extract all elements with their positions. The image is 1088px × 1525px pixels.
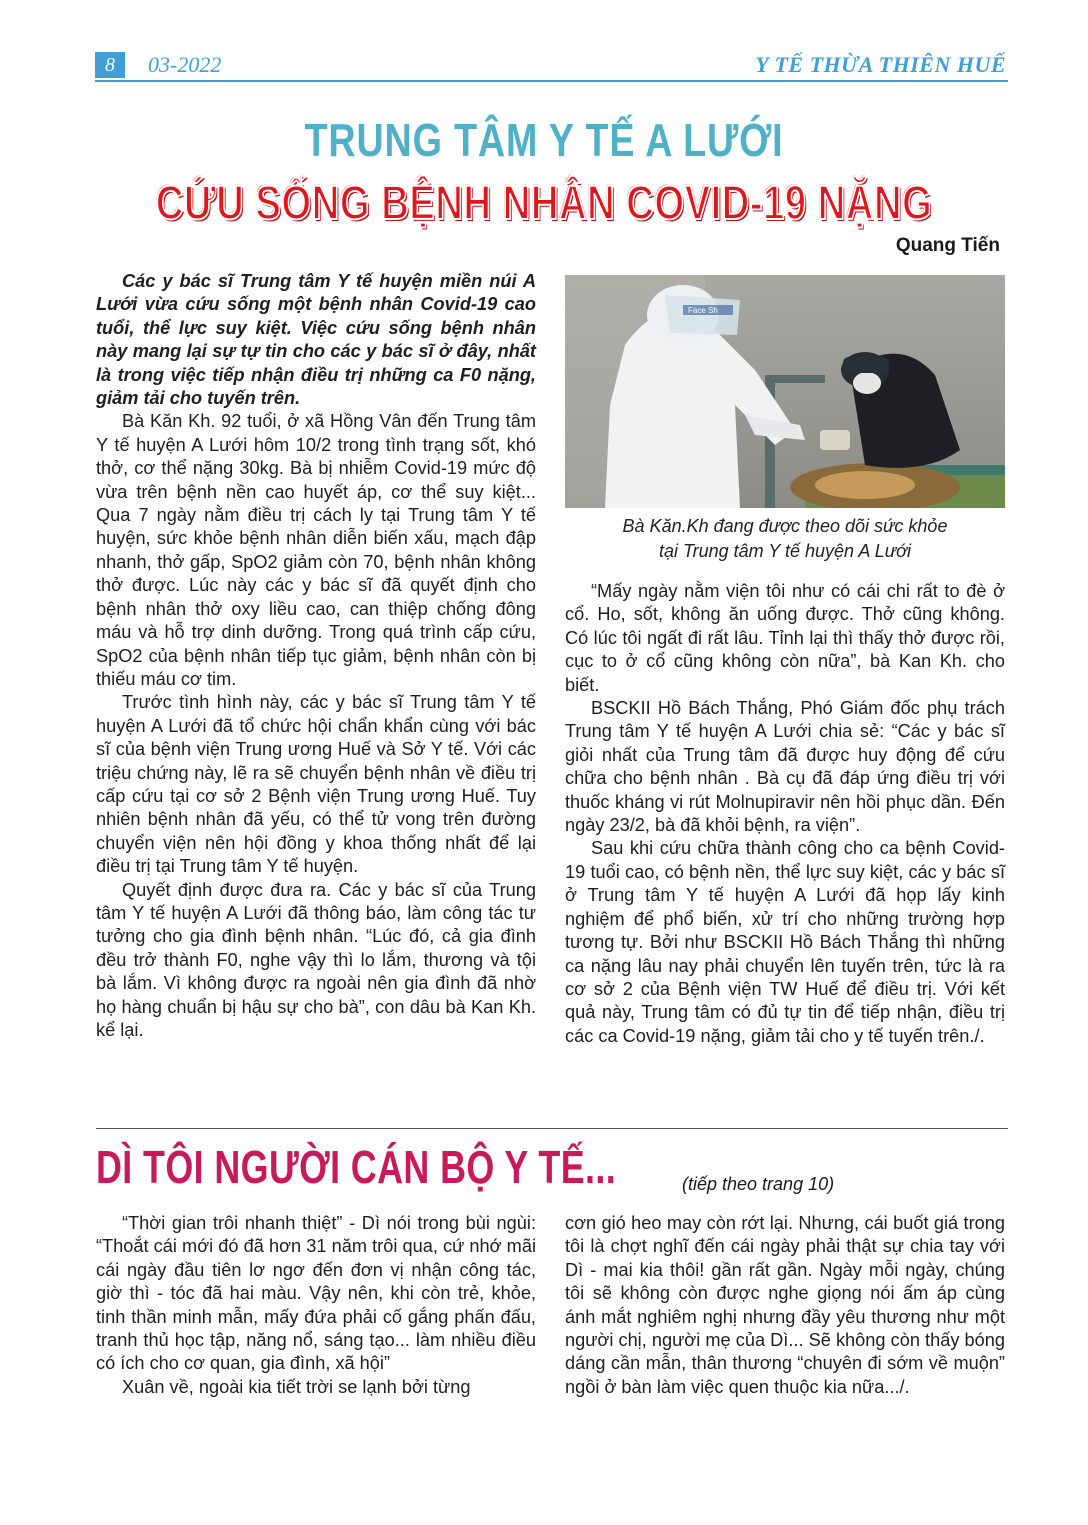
article-paragraph: Sau khi cứu chữa thành công cho ca bệnh Covid-19 tuổi cao, có bệnh nền, thể lực suy kiệt, các y bác sĩ ở Trung tâm Y tế huyện A Lưới đã họp lấy kinh nghiệm để phổ biến, xử trí cho những trường hợp tương tự. Bởi như BSCKII Hồ Bách Thắng thì những ca nặng lâu nay phải chuyển lên tuyến trên, tức là ra cơ sở 2 của Bệnh viện TW Huế để điều trị. Với kết quả này, Trung tâm có đủ tự tin để tiếp nhận, điều trị các ca Covid-19 nặng, giảm tải cho y tế tuyến trên./. — [565, 838, 1005, 1046]
article-paragraph: cơn gió heo may còn rớt lại. Nhưng, cái buốt giá trong tôi là chợt nghĩ đến cái ngày phải thật sự chia tay với Dì - mai kia thôi! gần rất gần. Ngày mỗi ngày, chúng tôi sẽ không còn được nghe giọng nói ấm áp cùng ánh mắt nghiêm nghị nhưng đầy yêu thương như một người chị, người mẹ của Dì... Sẽ không còn thấy bóng dáng cần mẫn, thân thương “chuyên đi sớm về muộn” ngồi ở bàn làm việc quen thuộc kia nữa.../. — [565, 1213, 1005, 1397]
article2-left-column — [96, 1212, 536, 1399]
publication-name: Y TẾ THỪA THIÊN HUẾ — [755, 52, 1006, 77]
article-left-column — [96, 270, 536, 1042]
article2-title: DÌ TÔI NGƯỜI CÁN BỘ Y TẾ... — [96, 1141, 617, 1193]
photo-caption-line1: Bà Kăn.Kh đang được theo dõi sức khỏe — [622, 516, 948, 536]
article-photo — [565, 275, 1005, 508]
article-right-column — [565, 580, 1005, 1048]
article-title-line1: TRUNG TÂM Y TẾ A LƯỚI — [304, 114, 784, 166]
article-author: Quang Tiến — [895, 235, 1000, 256]
article-paragraph: Xuân về, ngoài kia tiết trời se lạnh bởi từng — [122, 1376, 471, 1397]
photo-caption — [565, 514, 1005, 564]
photo-caption-line2: tại Trung tâm Y tế huyện A Lưới — [658, 541, 912, 561]
article-paragraph: BSCKII Hồ Bách Thắng, Phó Giám đốc phụ trách Trung tâm Y tế huyện A Lưới chia sẻ: “Các y bác sĩ giỏi nhất của Trung tâm đã được huy động để cứu chữa cho bệnh nhân . Bà cụ đã đáp ứng điều trị với thuốc kháng vi rút Molnupiravir nên hồi phục dần. Đến ngày 23/2, bà đã khỏi bệnh, ra viện”. — [565, 698, 1005, 836]
article-paragraph: Trước tình hình này, các y bác sĩ Trung tâm Y tế huyện A Lưới đã tổ chức hội chẩn khẩn cùng với bác sĩ của bệnh viện Trung ương Huế và Sở Y tế. Với các triệu chứng này, lẽ ra sẽ chuyển bệnh nhân về điều trị cấp cứu tại cơ sở 2 Bệnh viện Trung ương Huế. Tuy nhiên bệnh nhân đã yếu, có thể tử vong trên đường chuyển viện nên hội đồng y khoa thống nhất để lại điều trị tại Trung tâm Y tế huyện. — [96, 692, 536, 877]
article-title-line2: CỨU SỐNG BỆNH NHÂN COVID-19 NẶNG — [155, 177, 933, 230]
article-paragraph: Bà Kăn Kh. 92 tuổi, ở xã Hồng Vân đến Trung tâm Y tế huyện A Lưới hôm 10/2 trong tình trạng sốt, khó thở, cơ thể nặng 30kg. Bà bị nhiễm Covid-19 mức độ vừa trên bệnh nền cao huyết áp, cơ thể suy kiệt... Qua 7 ngày nằm điều trị cách ly tại Trung tâm Y tế huyện, sức khỏe bệnh nhân diễn biến xấu, mạch đập nhanh, thở gấp, SpO2 giảm còn 70, bệnh nhân không thở được. Lúc này các y bác sĩ đã quyết định cho bệnh nhân thở oxy liều cao, can thiệp chống đông máu và hỗ trợ dinh dưỡng. Trong quá trình cấp cứu, SpO2 của bệnh nhân tiếp tục giảm, bệnh nhân còn bị thiếu máu cơ tim. — [96, 411, 536, 689]
article2-right-column — [565, 1212, 1005, 1399]
continued-note: (tiếp theo trang 10) — [682, 1174, 835, 1194]
article-paragraph: “Mấy ngày nằm viện tôi như có cái chi rất to đè ở cổ. Ho, sốt, không ăn uống được. Thở cũng không. Có lúc tôi ngất đi rất lâu. Tỉnh lại thì thấy thở được rồi, cục to ở cổ cũng không còn nữa”, bà Kan Kh. cho biết. — [565, 581, 1005, 695]
article-paragraph: Quyết định được đưa ra. Các y bác sĩ của Trung tâm Y tế huyện A Lưới đã thông báo, làm công tác tư tưởng cho gia đình bệnh nhân. “Lúc đó, cả gia đình đều trở thành F0, nghe vậy thì lo lắm, thương và tội bà lắm. Vì không được ra ngoài nên gia đình đã nhờ họ hàng chuẩn bị hậu sự cho bà”, con dâu bà Kan Kh. kể lại. — [96, 879, 536, 1040]
page-number: 8 — [95, 52, 125, 78]
section-divider — [96, 1128, 1008, 1129]
article-paragraph: “Thời gian trôi nhanh thiệt” - Dì nói trong bùi ngùi: “Thoắt cái mới đó đã hơn 31 năm trôi qua, cứ nhớ mãi cái ngày đầu tiên lơ ngơ đến đơn vị nhận công tác, giờ thì - tóc đã hai màu. Vậy nên, khi còn trẻ, khỏe, tinh thần minh mẫn, mấy đứa phải cố gắng phấn đấu, tranh thủ học tập, năng nổ, sáng tạo... làm nhiều điều có ích cho cơ quan, gia đình, xã hội” — [96, 1213, 536, 1374]
issue-date: 03-2022 — [148, 52, 222, 77]
photo-illustration — [565, 275, 1005, 508]
header-rule — [95, 80, 1008, 82]
face-shield-label: Face Sh — [688, 306, 718, 315]
article-lead: Các y bác sĩ Trung tâm Y tế huyện miền núi A Lưới vừa cứu sống một bệnh nhân Covid-19 cao tuổi, thể lực suy kiệt. Việc cứu sống bệnh nhân này mang lại sự tự tin cho các y bác sĩ ở đây, nhất là trong việc tiếp nhận điều trị những ca F0 nặng, giảm tải cho tuyến trên. — [96, 271, 536, 409]
